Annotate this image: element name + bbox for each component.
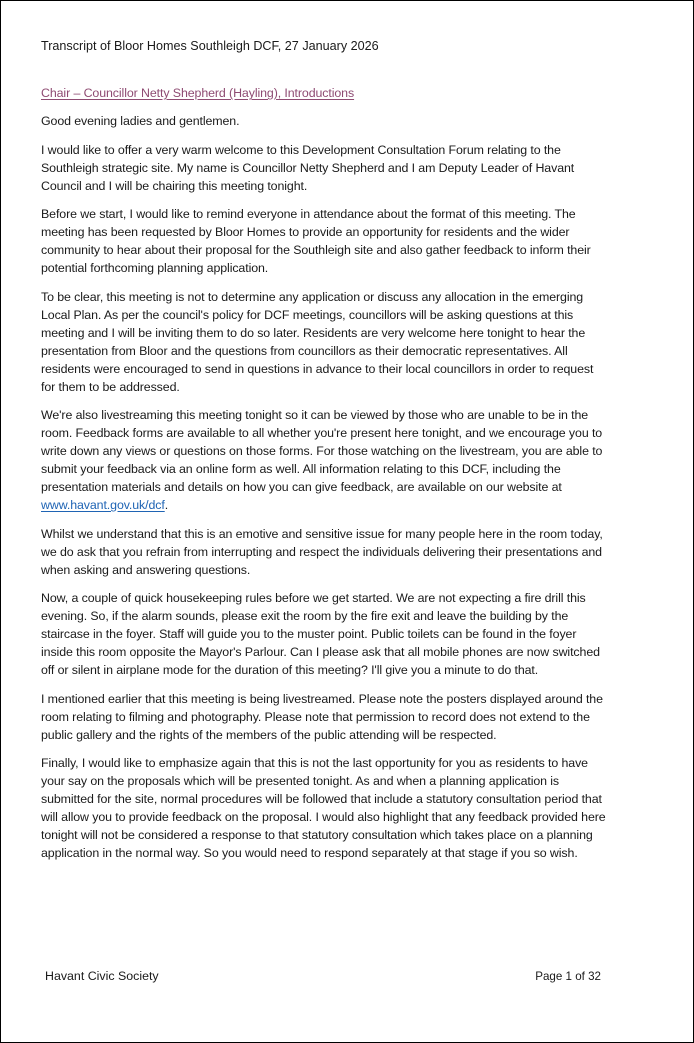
paragraph-livestream [41,406,606,514]
document-title: Transcript of Bloor Homes Southleigh DCF, 27 January 2026 [41,39,379,53]
paragraph-closing: Finally, I would like to emphasize again that this is not the last opportunity for you as residents to have your say on the proposals which will be presented tonight. As and when a planning application is submitted for the site, normal procedures will be followed that include a statutory consultation period that will allow you to provide feedback on the proposal. I would also highlight that any feedback provided here tonight will not be considered a response to that statutory consultation which takes place on a planning application in the normal way. So you would need to respond separately at that stage if you so wish. [41,756,606,860]
paragraph-livestream-text: We're also livestreaming this meeting tonight so it can be viewed by those who are unable to be in the room. Feedback forms are available to all whether you're present here tonight, and we encourage you to write down any views or questions on those forms. For those watching on the livestream, you are able to submit your feedback via an online form as well. All information relating to this DCF, including the presentation materials and details on how you can give feedback, are available on our website at [41,408,603,494]
paragraph-conduct: Whilst we understand that this is an emotive and sensitive issue for many people here in the room today, we do ask that you refrain from interrupting and respect the individuals delivering their presentations and when asking and answering questions. [41,526,603,577]
dcf-website-link[interactable]: www.havant.gov.uk/dcf [41,498,165,512]
paragraph-housekeeping: Now, a couple of quick housekeeping rules before we get started. We are not expecting a fire drill this evening. So, if the alarm sounds, please exit the room by the fire exit and leave the building by the staircase in the foyer. Staff will guide you to the muster point. Public toilets can be found in the foyer inside this room opposite the Mayor's Parlour. Can I please ask that all mobile phones are now switched off or silent in airplane mode for the duration of this meeting? I'll give you a minute to do that. [41,591,600,677]
paragraph-welcome: I would like to offer a very warm welcome to this Development Consultation Forum relating to the Southleigh strategic site. My name is Councillor Netty Shepherd and I am Deputy Leader of Havant Council and I will be chairing this meeting tonight. [41,142,575,193]
paragraph-filming: I mentioned earlier that this meeting is being livestreamed. Please note the posters displayed around the room relating to filming and photography. Please note that permission to record does not extend to the public gallery and the rights of the members of the public attending will be respected. [41,691,603,742]
paragraph-clarification: To be clear, this meeting is not to determine any application or discuss any allocation in the emerging Local Plan. As per the council's policy for DCF meetings, councillors will be asking questions at this meeting and I will be inviting them to do so later. Residents are very welcome here tonight to hear the presentation from Bloor and the questions from councillors as their democratic representatives. All residents were encouraged to send in questions in advance to their local councillors in order to request for them to be addressed. [41,289,594,394]
section-heading[interactable]: Chair – Councillor Netty Shepherd (Hayling), Introductions [41,86,355,100]
document-body [41,84,606,873]
footer-organization: Havant Civic Society [45,969,159,983]
paragraph-greeting: Good evening ladies and gentlemen. [41,114,240,128]
paragraph-livestream-end: . [164,498,169,512]
paragraph-format: Before we start, I would like to remind everyone in attendance about the format of this meeting. The meeting has been requested by Bloor Homes to provide an opportunity for residents and the wider community to hear about their proposal for the Southleigh site and also gather feedback to inform their potential forthcoming planning application. [41,207,591,275]
footer-page-number: Page 1 of 32 [535,970,601,983]
